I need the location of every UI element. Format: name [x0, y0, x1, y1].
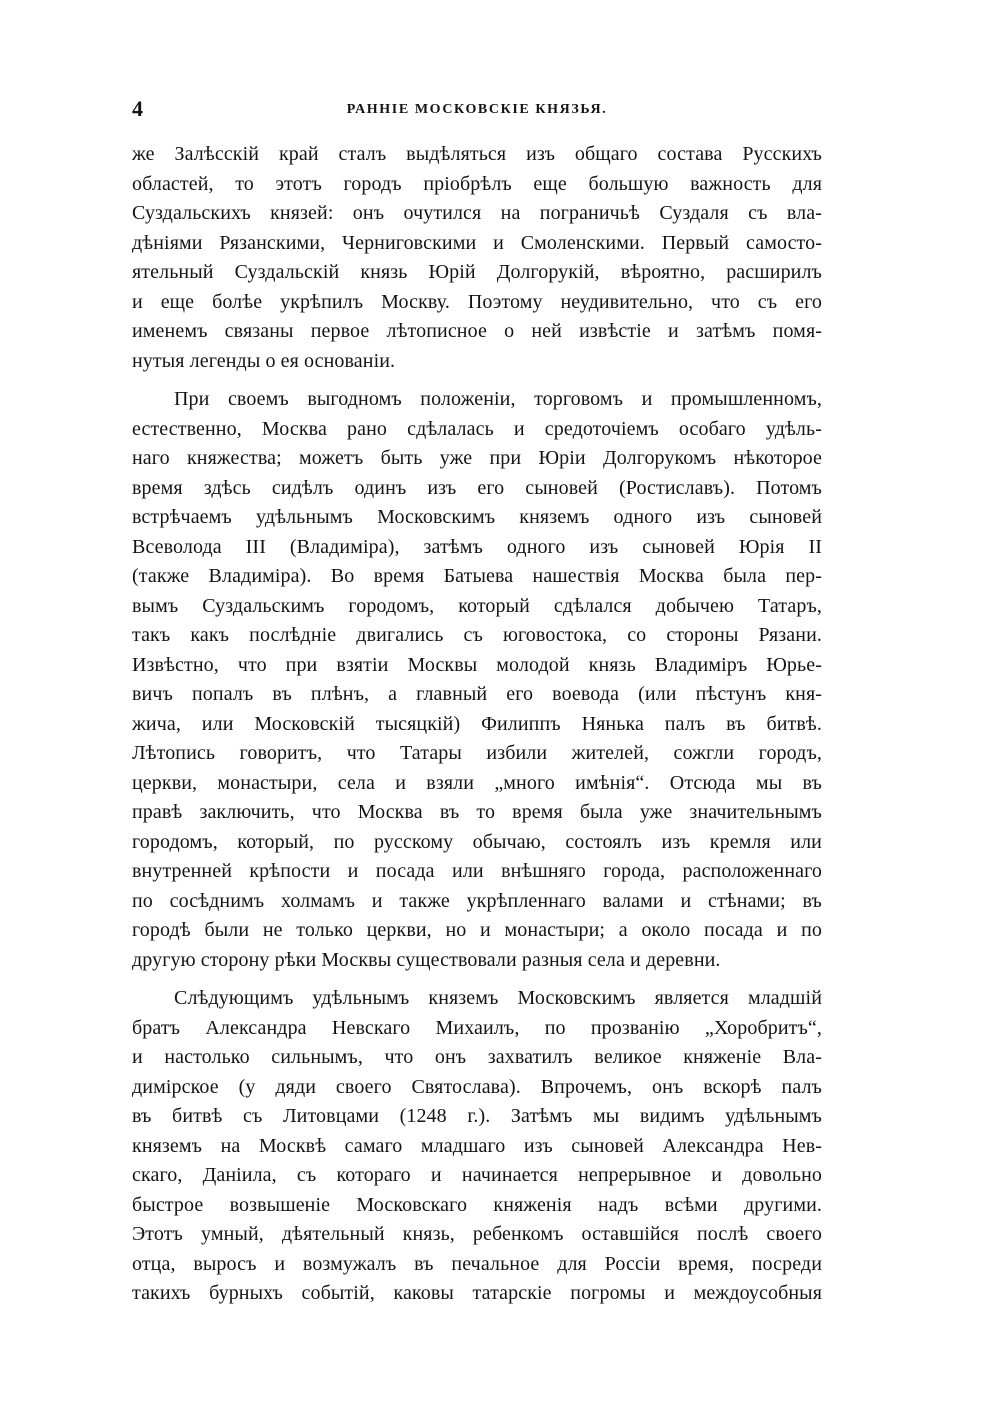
text-line: При своемъ выгодномъ положеніи, торговомъ и промышленномъ, [174, 388, 822, 410]
text-line: встрѣчаемъ удѣльнымъ Московскимъ княземъ одного изъ сыновей [132, 506, 822, 528]
text-line: Всеволода III (Владиміра), затѣмъ одного изъ сыновей Юрія II [132, 535, 822, 558]
text-line: городѣ были не только церкви, но и монастыри; а около посада и по [132, 919, 822, 941]
text-line: наго княжества; можетъ быть уже при Юріи Долгорукомъ нѣкоторое [132, 447, 822, 469]
text-line: Этотъ умный, дѣятельный князь, ребенкомъ оставшійся послѣ своего [132, 1223, 822, 1245]
text-line: отца, выросъ и возмужалъ въ печальное для Россіи время, посреди [132, 1252, 822, 1275]
text-line: вымъ Суздальскимъ городомъ, который сдѣлался добычею Татаръ, [132, 594, 822, 617]
paragraph-3 [132, 984, 822, 1309]
page-header [132, 96, 822, 126]
text-line: вичъ попалъ въ плѣнъ, а главный его воевода (или пѣстунъ кня- [132, 683, 822, 705]
text-line: городомъ, который, по русскому обычаю, состоялъ изъ кремля или [132, 830, 822, 853]
text-line: ятельный Суздальскій князь Юрій Долгорукій, вѣроятно, расширилъ [132, 261, 822, 283]
text-line: областей, то этотъ городъ пріобрѣлъ еще большую важность для [132, 172, 822, 195]
text-line: жича, или Московскій тысяцкій) Филиппъ Нянька палъ въ битвѣ. [132, 712, 822, 735]
text-line: Слѣдующимъ удѣльнымъ княземъ Московскимъ является младшій [174, 987, 822, 1009]
text-line: именемъ связаны первое лѣтописное о ней извѣстіе и затѣмъ помя- [132, 320, 822, 342]
text-line: и еще болѣе укрѣпилъ Москву. Поэтому неудивительно, что съ его [132, 290, 822, 313]
text-line: такихъ бурныхъ событій, каковы татарскіе погромы и междоусобныя [132, 1282, 822, 1304]
paragraph-2 [132, 385, 822, 975]
text-line: братъ Александра Невскаго Михаилъ, по прозванію „Хоробритъ“, [132, 1016, 822, 1039]
text-line: нутыя легенды о ея основаніи. [132, 349, 396, 372]
text-line: естественно, Москва рано сдѣлалась и средоточіемъ особаго удѣль- [132, 417, 822, 440]
text-line: церкви, монастыри, села и взяли „много имѣнія“. Отсюда мы въ [132, 771, 822, 794]
text-line: правѣ заключить, что Москва въ то время была уже значительнымъ [132, 801, 822, 823]
text-line: скаго, Даніила, съ котораго и начинается непрерывное и довольно [132, 1164, 822, 1186]
text-line: внутренней крѣпости и посада или внѣшняго города, расположеннаго [132, 860, 822, 882]
text-line: въ битвѣ съ Литовцами (1248 г.). Затѣмъ мы видимъ удѣльнымъ [132, 1105, 822, 1127]
text-line: быстрое возвышеніе Московскаго княженія надъ всѣми другими. [132, 1193, 822, 1216]
text-line: Извѣстно, что при взятіи Москвы молодой князь Владиміръ Юрье- [132, 653, 822, 676]
text-line: время здѣсь сидѣлъ одинъ изъ его сыновей (Ростиславъ). Потомъ [132, 476, 822, 499]
paragraph-1 [132, 140, 822, 376]
text-line: Суздальскихъ князей: онъ очутился на пограничьѣ Суздаля съ вла- [132, 202, 822, 224]
text-line: же Залѣсскій край сталъ выдѣляться изъ общаго состава Русскихъ [132, 143, 822, 165]
text-line: княземъ на Москвѣ самаго младшаго изъ сыновей Александра Нев- [132, 1134, 822, 1157]
text-line: дѣніями Рязанскими, Черниговскими и Смоленскими. Первый самосто- [132, 231, 822, 254]
text-line: Лѣтопись говоритъ, что Татары избили жителей, сожгли городъ, [132, 742, 822, 764]
text-line: такъ какъ послѣдніе двигались съ юговостока, со стороны Рязани. [132, 624, 822, 646]
text-line: димірское (у дяди своего Святослава). Впрочемъ, онъ вскорѣ палъ [132, 1075, 822, 1098]
page-number: 4 [132, 96, 143, 121]
running-head: РАННІЕ МОСКОВСКІЕ КНЯЗЬЯ. [346, 102, 608, 117]
text-line: по сосѣднимъ холмамъ и также укрѣпленнаго валами и стѣнами; въ [132, 889, 822, 912]
body-text [132, 140, 822, 1318]
text-line: (также Владиміра). Во время Батыева нашествія Москва была пер- [132, 565, 822, 587]
text-line: другую сторону рѣки Москвы существовали разныя села и деревни. [132, 948, 721, 971]
text-line: и настолько сильнымъ, что онъ захватилъ великое княженіе Вла- [132, 1046, 822, 1068]
